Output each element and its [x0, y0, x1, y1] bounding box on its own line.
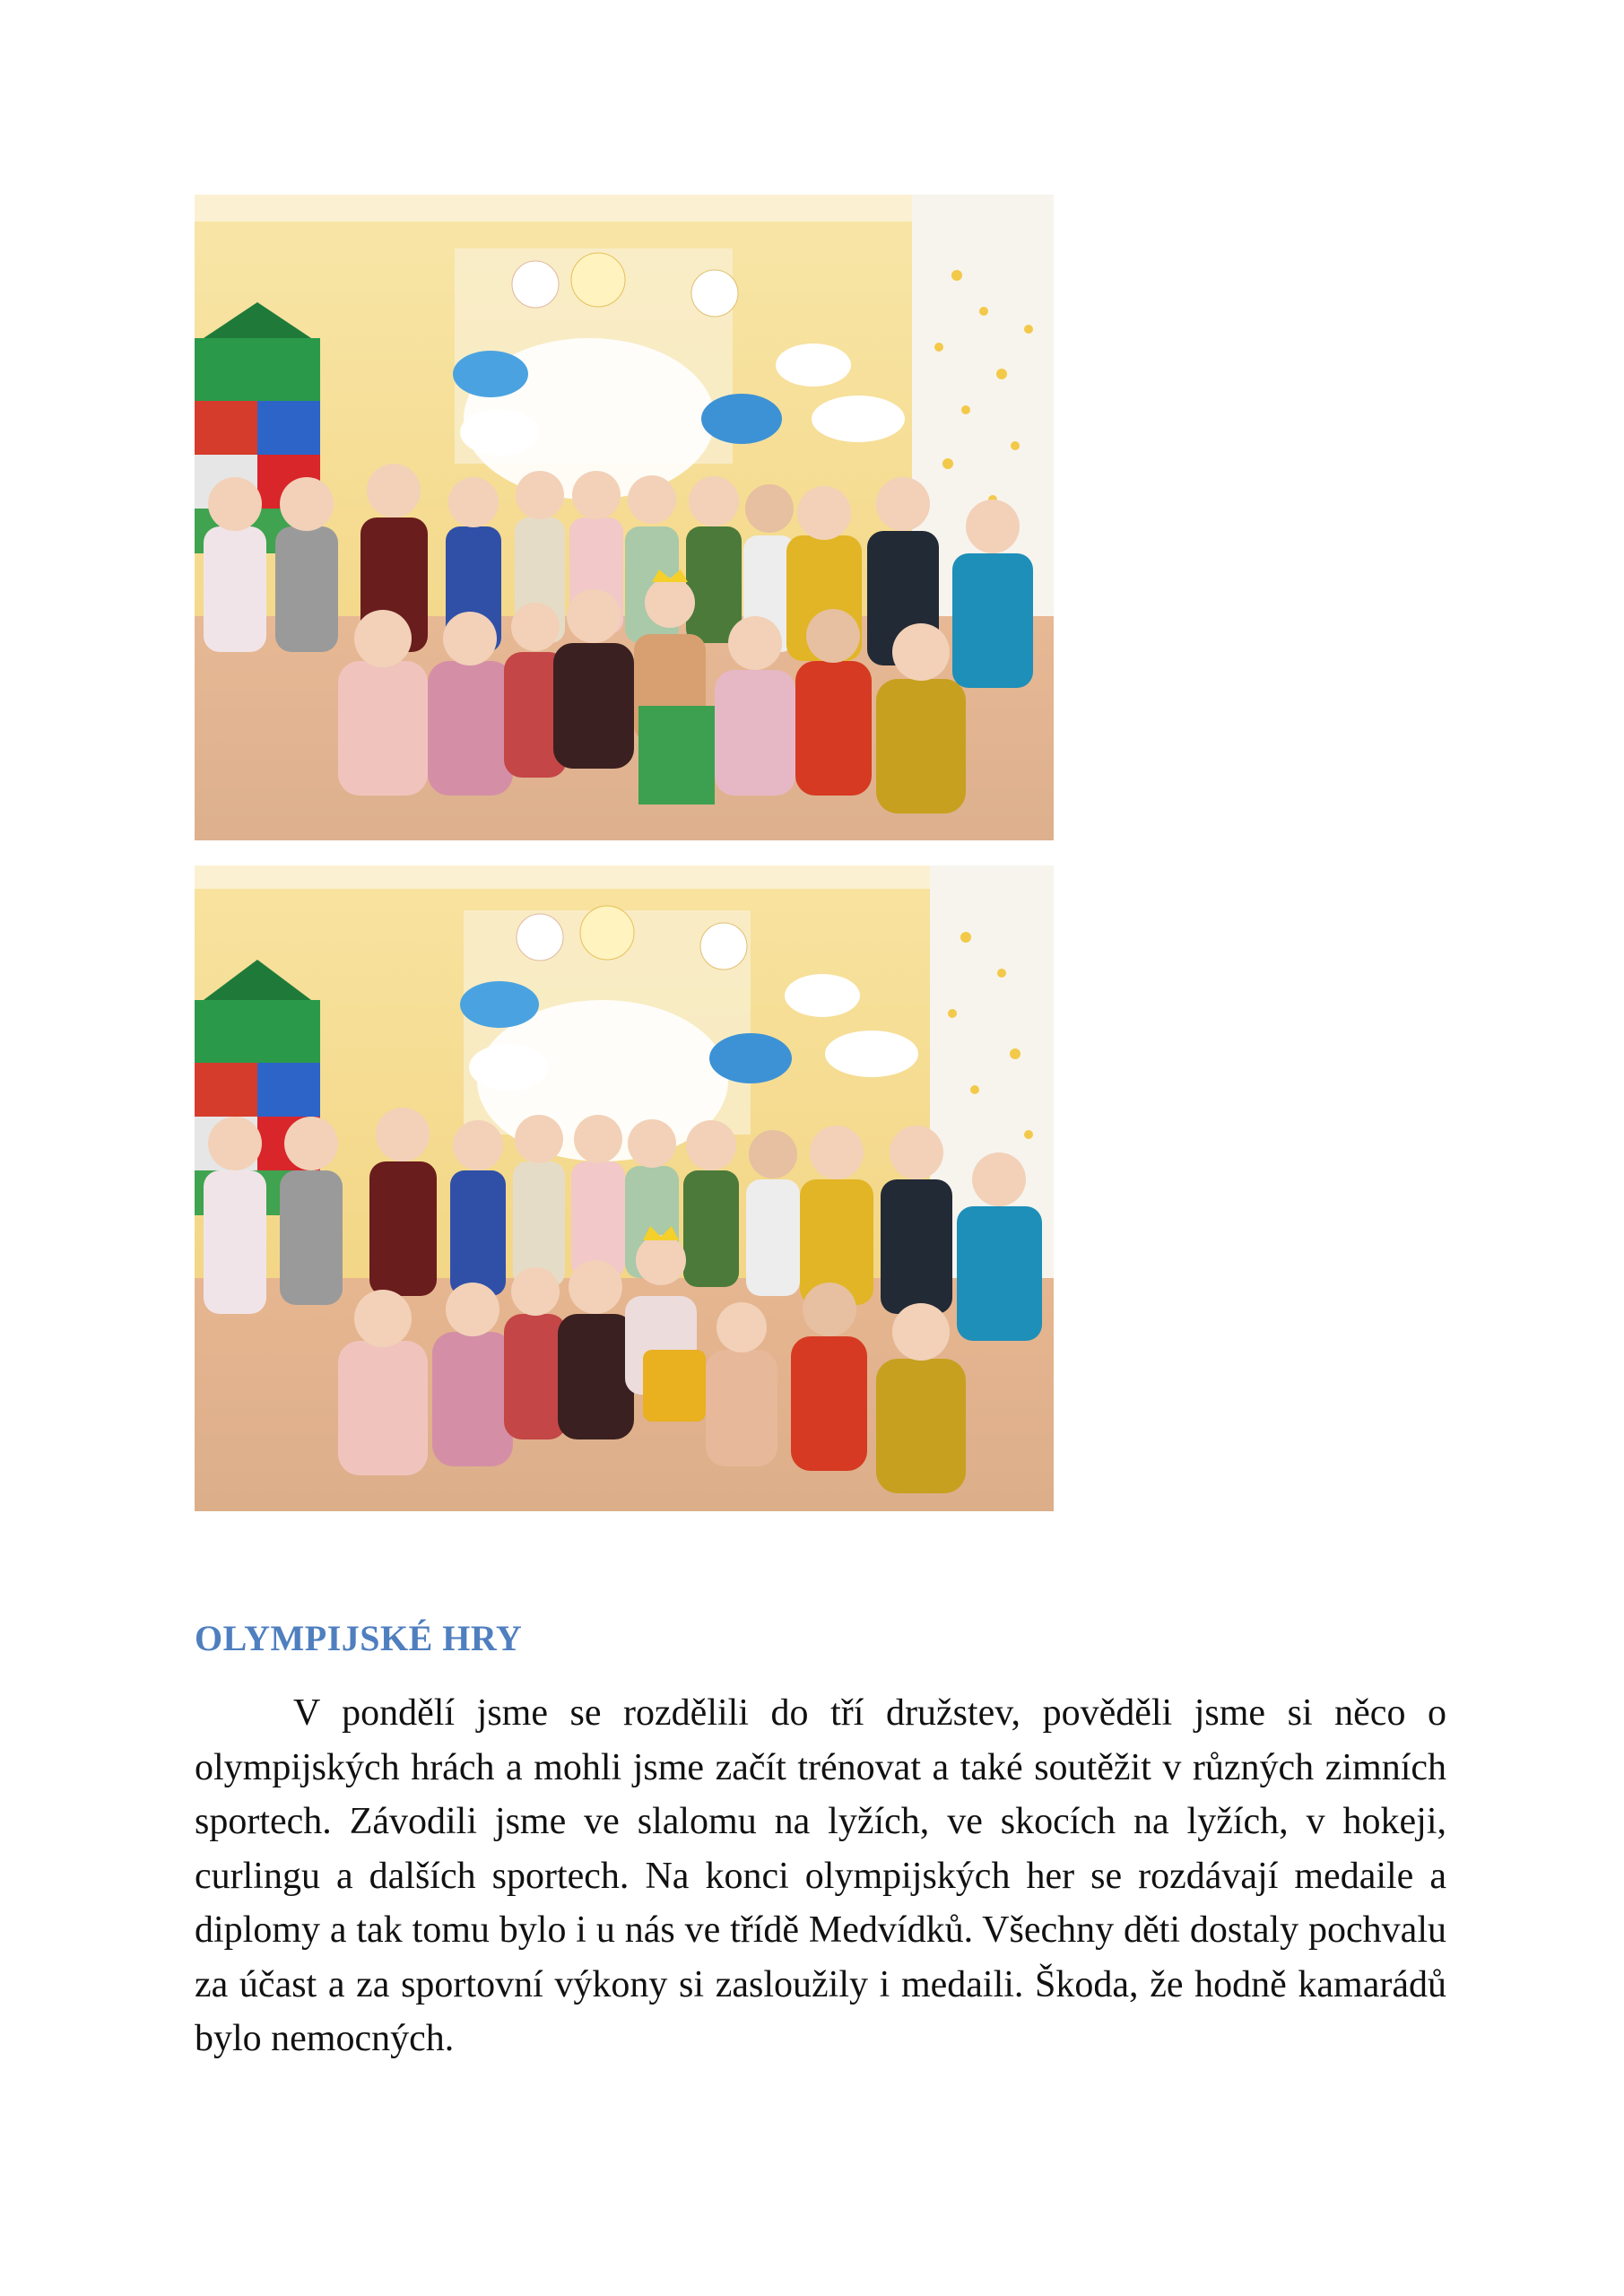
group-photo-2-image [195, 865, 1054, 1511]
group-photo-2 [195, 865, 1054, 1511]
group-photo-1 [195, 195, 1054, 840]
article-heading: OLYMPIJSKÉ HRY [195, 1618, 523, 1658]
group-photo-1-image [195, 195, 1054, 840]
article-paragraph: V pondělí jsme se rozdělili do tří družstev, pověděli jsme si něco o olympijských hrách a mohli jsme začít trénovat a také soutěžit v různých zimních sportech. Závodili jsme ve slalomu na lyžích, ve skocích na lyžích, v hokeji, curlingu a dalších sportech. Na konci olympijských her se rozdávají medaile a diplomy a tak tomu bylo i u nás ve třídě Medvídků. Všechny děti dostaly pochvalu za účast a za sportovní výkony si zasloužily i medaili. Škoda, že hodně kamarádů bylo nemocných. [195, 1692, 1446, 2059]
